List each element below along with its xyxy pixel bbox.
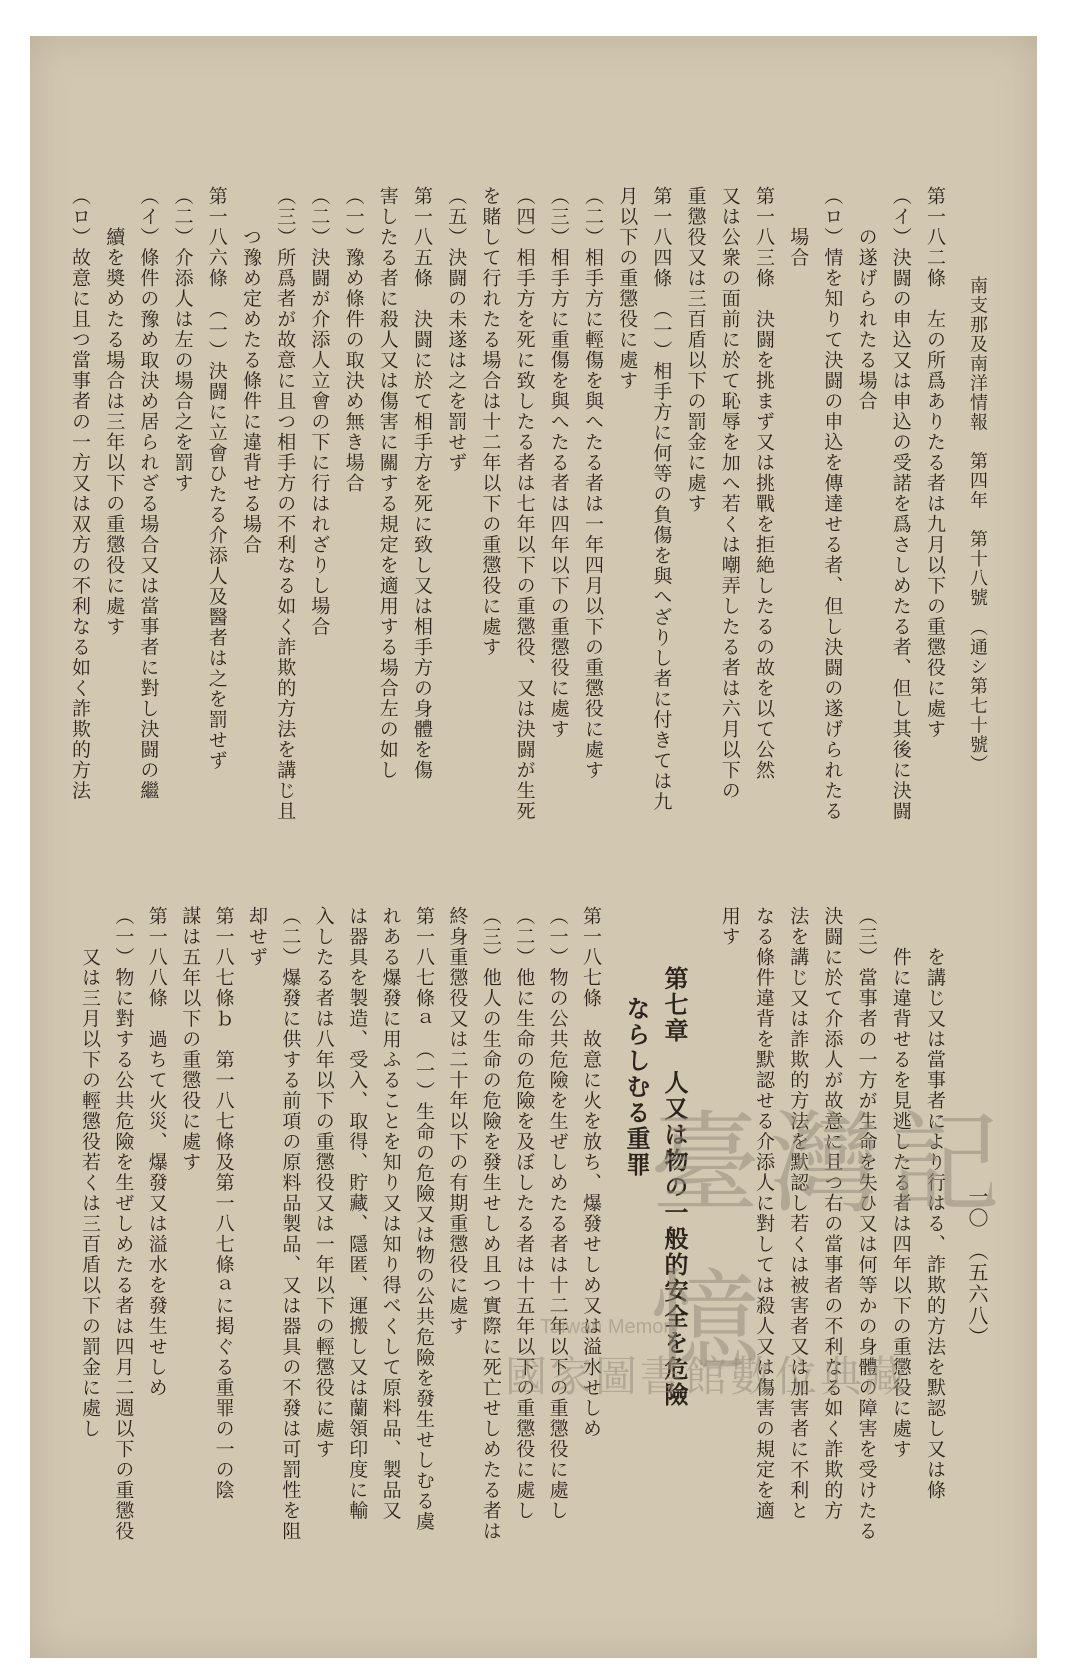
- text-line: は器具を製造、受入、取得、貯藏、隱匿、運搬し又は蘭領印度に輸: [346, 906, 369, 1521]
- text-line: （一）豫め條件の取決め無き場合: [342, 186, 365, 494]
- text-line: を講じ又は當事者により行はる、詐欺的方法を默認し又は條: [924, 906, 946, 1501]
- text-line: （一）物に對する公共危險を生ぜしめたる者は四月二週以下の重懲役: [112, 906, 135, 1542]
- text-line: （二）介添人は左の場合之を罰す: [171, 186, 194, 494]
- text-line: （三）當事者の一方が生命を失ひ又は何等かの身體の障害を受けたる: [855, 906, 878, 1542]
- text-line: 月以下の重懲役に處す: [616, 186, 639, 391]
- text-line: 場合: [787, 186, 810, 268]
- text-line: 又は三月以下の輕懲役若くは三百盾以下の罰金に處し: [79, 906, 101, 1439]
- text-line: を賭して行れたる場合は十二年以下の重懲役に處す: [479, 186, 502, 658]
- running-header: 南支那及南洋情報 第四年 第十八號 （通シ第七十號）: [967, 276, 988, 774]
- text-line: 第一八三條 決闘を挑まず又は挑戰を拒絶したるの故を以て公然: [753, 186, 775, 781]
- text-line: 續を奬めたる場合は三年以下の重懲役に處す: [103, 186, 126, 637]
- text-line: （イ）條件の豫め取決め居られざる場合又は當事者に對し決闘の繼: [137, 186, 160, 801]
- text-line: （二）相手方に輕傷を與へたる者は一年四月以下の重懲役に處す: [582, 186, 604, 781]
- text-line: （二）爆發に供する前項の原料品製品、又は器具の不發は可罰性を阻: [279, 906, 302, 1542]
- text-line: （二）他に生命の危險を及ぼしたる者は十五年以下の重懲役に處し: [513, 906, 536, 1521]
- text-line: 第一八八條 過ちて火災、爆發又は溢水を發生せしめ: [145, 906, 168, 1398]
- text-line: 第一八七條ａ （一）生命の危險又は物の公共危險を發生せしむる虞: [413, 906, 435, 1532]
- scanned-page: [30, 36, 1037, 1658]
- page-number: 一〇 （五六八）: [965, 1186, 989, 1348]
- text-line: 害したる者に殺人又は傷害に關する規定を適用する場合左の如し: [376, 186, 399, 781]
- text-line: 第一八四條 （一）相手方に何等の負傷を與へざりし者に付きては九: [650, 186, 673, 812]
- text-line: 第一八七條ｂ 第一八七條及第一八七條ａに掲ぐる重罪の一の陰: [212, 906, 235, 1501]
- watermark-logo: 臺灣記憶: [650, 1100, 1010, 1386]
- text-line: 又は公衆の面前に於て恥辱を加へ若くは嘲弄したる者は六月以下の: [718, 186, 741, 801]
- watermark-library-name: 國家圖書館數位典藏: [505, 1352, 911, 1401]
- text-line: （ロ）情を知りて決闘の申込を傳達せる者、但し決闘の遂げられたる: [821, 186, 844, 822]
- text-line: （三）相手方に重傷を與へたる者は四年以下の重懲役に處す: [547, 186, 570, 740]
- text-line: 謀は五年以下の重懲役に處す: [179, 906, 202, 1173]
- text-line: （ロ）故意に且つ當事者の一方又は双方の不利なる如く詐欺的方法: [69, 186, 91, 801]
- text-line: 終身重懲役又は二十年以下の有期重懲役に處す: [446, 906, 469, 1337]
- text-line: 第一八六條 （一）決闘に立會ひたる介添人及醫者は之を罰せず: [205, 186, 228, 771]
- watermark-english: Taiwan Memory: [540, 1316, 681, 1338]
- text-line: 決闘に於て介添人が故意に且つ右の當事者の不利なる如く詐欺的方: [821, 906, 844, 1521]
- text-line: 入したる者は八年以下の重懲役又は一年以下の輕懲役に處す: [312, 906, 335, 1460]
- text-line: （イ）決闘の申込又は申込の受諾を爲さしめたる者、但し其後に決闘: [889, 186, 912, 822]
- text-line: 第一八五條 決闘に於て相手方を死に致し又は相手方の身體を傷: [411, 186, 433, 781]
- text-line: （二）決闘が介添人立會の下に行はれざりし場合: [308, 186, 331, 637]
- text-line: つ豫め定めたる條件に違背せる場合: [240, 186, 262, 555]
- chapter-heading: 第七章 人又は物の一般的安全を危險: [660, 966, 689, 1408]
- text-line: 却せず: [246, 906, 268, 968]
- text-line: の遂げられたる場合: [855, 186, 878, 412]
- text-line: 用す: [718, 906, 741, 947]
- text-line: 第一八七條 故意に火を放ち、爆發せしめ又は溢水せしめ: [580, 906, 602, 1439]
- chapter-heading-line2: ならしむる重罪: [622, 996, 651, 1178]
- text-line: 第一八二條 左の所爲ありたる者は九月以下の重懲役に處す: [924, 186, 946, 740]
- text-line: （一）物の公共危險を生ぜしめたる者は十二年以下の重懲役に處し: [546, 906, 569, 1521]
- text-line: 重懲役又は三百盾以下の罰金に處す: [684, 186, 707, 514]
- text-line: （三）他人の生命の危險を發生せしめ且つ實際に死亡せしめたる者は: [479, 906, 502, 1542]
- text-line: なる條件違背を默認せる介添人に對しては殺人又は傷害の規定を適: [753, 906, 775, 1521]
- text-line: 法を講じ又は詐欺的方法を默認し若くは被害者又は加害者に不利と: [787, 906, 810, 1521]
- text-line: れある爆發に用ふることを知り又は知り得べくして原料品、製品又: [379, 906, 402, 1521]
- text-line: （五）決闘の未遂は之を罰せず: [445, 186, 468, 473]
- text-line: （四）相手方を死に致したる者は七年以下の重懲役、又は決闘が生死: [513, 186, 536, 822]
- text-line: （三）所爲者が故意に且つ相手方の不利なる如く詐欺的方法を講じ且: [274, 186, 297, 822]
- text-line: 件に違背せるを見逃したる者は四年以下の重懲役に處す: [889, 906, 912, 1460]
